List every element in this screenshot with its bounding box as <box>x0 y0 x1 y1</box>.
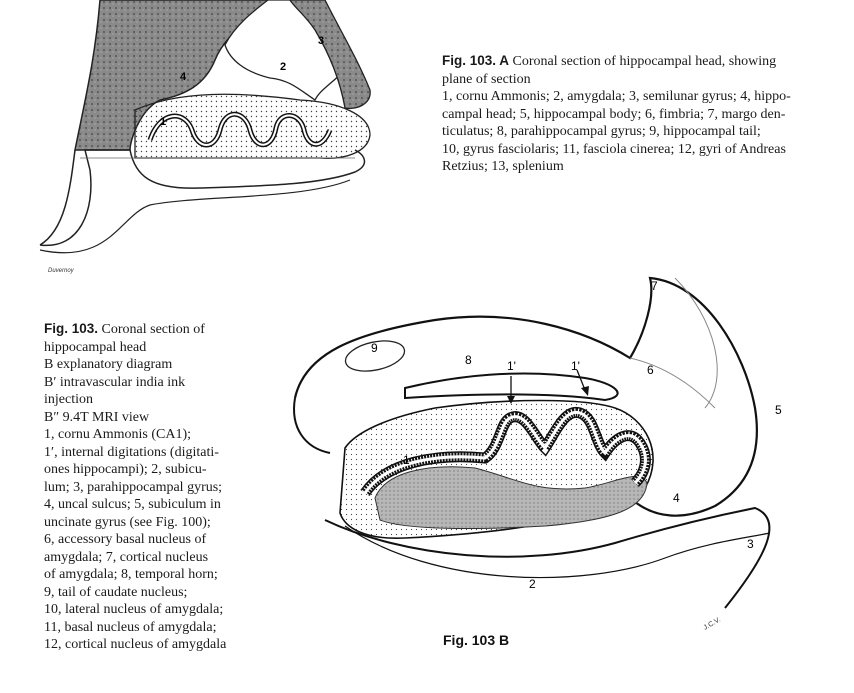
caption-b-line: amygdala; 7, cortical nucleus <box>44 549 209 565</box>
caption-b-line: B′ intravascular india ink <box>44 374 186 390</box>
caption-b-line: 1′, internal digitations (digitati- <box>44 444 219 460</box>
caption-a-line: plane of section <box>442 71 531 87</box>
caption-b-line: 12, cortical nucleus of amygdala <box>44 637 227 652</box>
caption-a-line: Coronal section of hippocampal head, showing <box>509 54 777 69</box>
fig-b-number: 5 <box>775 403 782 417</box>
fig-b-number: 9 <box>371 341 378 355</box>
caption-b-line: 9, tail of caudate nucleus; <box>44 584 188 600</box>
figure-103a-illustration <box>0 0 420 290</box>
fig-b-number: 3 <box>747 537 754 551</box>
fig-b-number: 8 <box>465 353 472 367</box>
caption-b-line: uncinate gyrus (see Fig. 100); <box>44 514 211 530</box>
caption-b-line: lum; 3, parahippocampal gyrus; <box>44 479 223 495</box>
caption-b-line: 10, lateral nucleus of amygdala; <box>44 602 224 617</box>
caption-b-line: 4, uncal sulcus; 5, subiculum in <box>44 497 221 512</box>
fig-b-number: 1' <box>507 359 516 373</box>
fig-b-number: 7 <box>651 279 658 293</box>
caption-a-line: ticulatus; 8, parahippocampal gyrus; 9, hippocampal tail; <box>442 124 761 139</box>
caption-b-line: B″ 9.4T MRI view <box>44 409 150 425</box>
caption-b-line: Coronal section of <box>98 322 205 337</box>
caption-a-line: campal head; 5, hippocampal body; 6, fimbria; 7, margo den- <box>442 106 786 122</box>
caption-a-label: Fig. 103. A <box>442 53 510 68</box>
fig-a-signature: Duvernoy <box>48 268 74 274</box>
fig-b-signature: J.C.V. <box>702 616 722 632</box>
fig-a-number: 2 <box>280 61 287 73</box>
caption-b-line: injection <box>44 392 93 407</box>
fig-b-number: 2 <box>529 577 536 591</box>
fig-a-number: 4 <box>180 71 187 83</box>
fig-b-number: 6 <box>647 363 654 377</box>
fig-a-number: 1 <box>160 116 167 128</box>
caption-b-line: hippocampal head <box>44 339 147 355</box>
caption-a-line: Retzius; 13, splenium <box>442 159 564 174</box>
fig-a-number: 3 <box>318 35 325 47</box>
figure-103a-caption <box>442 52 842 176</box>
caption-a-line: 1, cornu Ammonis; 2, amygdala; 3, semilunar gyrus; 4, hippo- <box>442 89 791 104</box>
caption-a-line: 10, gyrus fasciolaris; 11, fasciola cinerea; 12, gyri of Andreas <box>442 141 786 157</box>
figure-103b-label: Fig. 103 B <box>443 632 510 648</box>
caption-b-line: 6, accessory basal nucleus of <box>44 532 207 547</box>
caption-b-label: Fig. 103. <box>44 321 99 336</box>
caption-b-line: 11, basal nucleus of amygdala; <box>44 619 217 635</box>
fig-b-number: 1 <box>403 453 410 467</box>
caption-b-line: ones hippocampi); 2, subicu- <box>44 462 207 477</box>
caption-b-line: of amygdala; 8, temporal horn; <box>44 567 218 582</box>
fig-b-number: 4 <box>673 491 680 505</box>
fig-b-number: 1' <box>571 359 580 373</box>
caption-b-line: 1, cornu Ammonis (CA1); <box>44 427 191 442</box>
figure-103b-caption <box>44 320 284 654</box>
figure-103b-diagram <box>285 258 845 638</box>
caption-b-line: B explanatory diagram <box>44 357 173 372</box>
